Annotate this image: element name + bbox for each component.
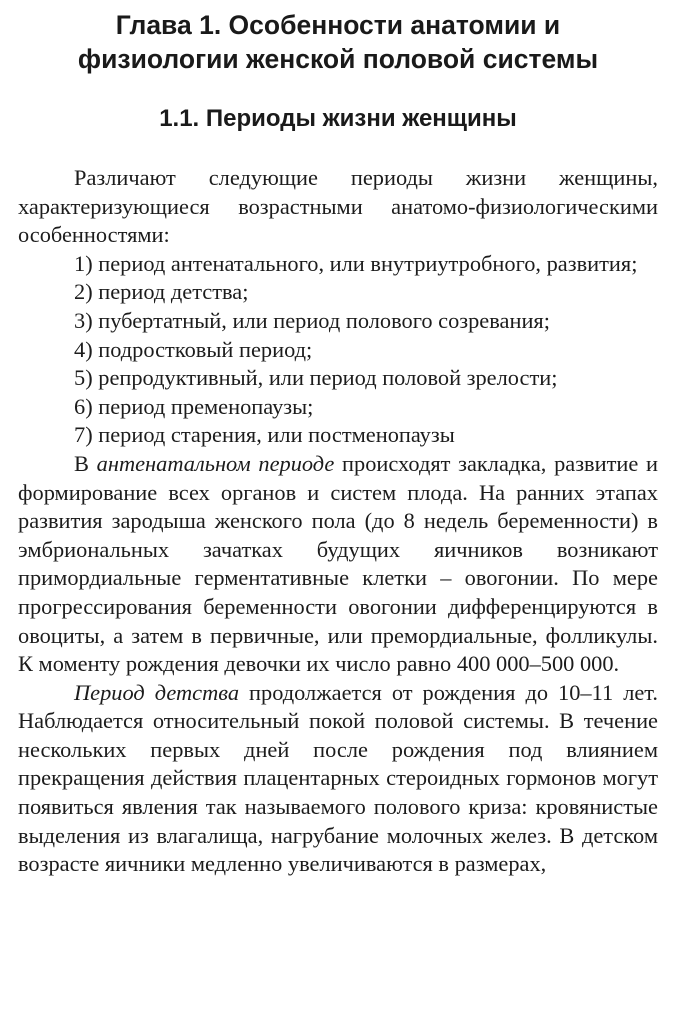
antenatal-lead: В [74, 450, 97, 476]
period-item-7: 7) период старения, или постменопаузы [74, 422, 455, 448]
period-item-2: 2) период детства; [74, 279, 249, 305]
childhood-text: продолжается от рождения до 10–11 лет. Наблюдается относительный покой половой системы. В течение нескольких первых дней после рождения под влиянием прекращения действия плацентарных стероидных гормонов могут появиться явления так называемого полового криза: кровянистые выделения из влагалища, нагрубание молочных желез. В детском возрасте яичники медленно увеличиваются в размерах, [18, 679, 658, 877]
period-item-3: 3) пубертатный, или период полового созревания; [74, 307, 550, 333]
childhood-paragraph [18, 679, 658, 879]
period-item-6: 6) период пременопаузы; [74, 393, 314, 419]
chapter-title [18, 8, 658, 76]
antenatal-term: антенатальном периоде [96, 450, 335, 476]
chapter-title-line-1: Глава 1. Особенности анатомии и [115, 10, 561, 40]
section-title: 1.1. Периоды жизни женщины [159, 105, 517, 132]
periods-list [18, 250, 658, 450]
period-item-1: 1) период антенатального, или внутриутробного, развития; [74, 250, 638, 276]
childhood-term: Период детства [74, 679, 240, 705]
antenatal-text: происходят закладка, развитие и формирование всех органов и систем плода. На ранних этапах развития зародыша женского пола (до 8 недель беременности) в эмбриональных зачатках будущих яичников возникают примордиальные герментативные клетки – овогонии. По мере прогрессирования беременности овогонии дифференцируются в овоциты, а затем в первичные, или премордиальные, фолликулы. К моменту рождения девочки их число равно 400 000–500 000. [18, 450, 658, 677]
intro-paragraph: Различают следующие периоды жизни женщины, характеризующиеся возрастными анатомо-физиологическими особенностями: [18, 165, 658, 248]
antenatal-paragraph [18, 450, 658, 679]
period-item-4: 4) подростковый период; [74, 336, 313, 362]
document-page [18, 8, 658, 879]
period-item-5: 5) репродуктивный, или период половой зрелости; [74, 365, 558, 391]
chapter-title-line-2: физиологии женской половой системы [77, 44, 599, 74]
